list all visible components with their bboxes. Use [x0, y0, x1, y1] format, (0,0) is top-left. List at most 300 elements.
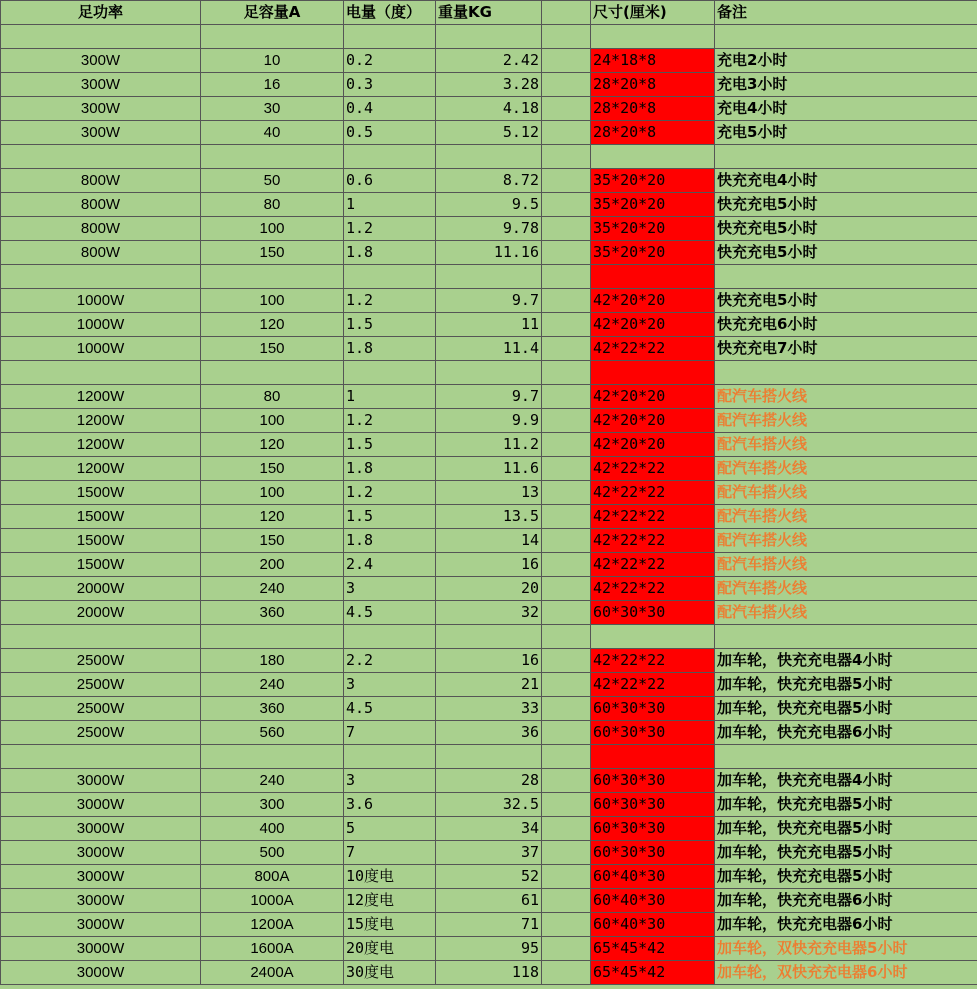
cell-note[interactable]: 加车轮，快充充电器4小时 [715, 769, 977, 793]
cell-energy[interactable]: 20度电 [344, 937, 436, 961]
cell-size[interactable]: 60*40*30 [591, 865, 715, 889]
cell-capacity[interactable]: 2400A [201, 961, 344, 985]
cell-note[interactable]: 加车轮，快充充电器5小时 [715, 817, 977, 841]
cell-power[interactable]: 800W [1, 241, 201, 265]
cell-size[interactable]: 60*40*30 [591, 913, 715, 937]
cell-weight[interactable]: 5.12 [436, 121, 542, 145]
cell-weight[interactable]: 2.42 [436, 49, 542, 73]
cell-capacity[interactable]: 80 [201, 385, 344, 409]
table-row [1, 169, 977, 193]
cell-weight[interactable]: 95 [436, 937, 542, 961]
cell-capacity[interactable]: 150 [201, 529, 344, 553]
cell-size[interactable] [591, 25, 715, 49]
cell-power[interactable]: 1500W [1, 529, 201, 553]
cell-blank[interactable] [542, 889, 591, 913]
cell-energy[interactable]: 1.5 [344, 505, 436, 529]
header-size[interactable]: 尺寸(厘米) [591, 1, 715, 25]
cell-size[interactable]: 42*22*22 [591, 553, 715, 577]
cell-power[interactable]: 1500W [1, 505, 201, 529]
cell-note[interactable] [715, 265, 977, 289]
cell-capacity[interactable]: 500 [201, 841, 344, 865]
cell-note[interactable]: 快充充电7小时 [715, 337, 977, 361]
cell-size[interactable]: 42*22*22 [591, 673, 715, 697]
cell-weight[interactable] [436, 145, 542, 169]
cell-blank[interactable] [542, 697, 591, 721]
cell-weight[interactable]: 28 [436, 769, 542, 793]
cell-energy[interactable]: 1.8 [344, 337, 436, 361]
cell-energy[interactable]: 0.6 [344, 169, 436, 193]
table-row [1, 937, 977, 961]
cell-energy[interactable]: 0.4 [344, 97, 436, 121]
cell-weight[interactable]: 13.5 [436, 505, 542, 529]
cell-energy[interactable]: 1.5 [344, 433, 436, 457]
cell-capacity[interactable]: 180 [201, 649, 344, 673]
cell-capacity[interactable]: 1600A [201, 937, 344, 961]
cell-size[interactable]: 42*20*20 [591, 409, 715, 433]
cell-power[interactable]: 300W [1, 49, 201, 73]
cell-size[interactable]: 42*20*20 [591, 289, 715, 313]
cell-energy[interactable] [344, 25, 436, 49]
cell-capacity[interactable]: 240 [201, 769, 344, 793]
cell-power[interactable]: 800W [1, 193, 201, 217]
cell-blank[interactable] [542, 73, 591, 97]
header-power[interactable]: 足功率 [1, 1, 201, 25]
table-row [1, 649, 977, 673]
cell-capacity[interactable]: 100 [201, 289, 344, 313]
cell-power[interactable]: 3000W [1, 769, 201, 793]
cell-note[interactable]: 加车轮，快充充电器5小时 [715, 865, 977, 889]
cell-capacity[interactable] [201, 145, 344, 169]
cell-note[interactable]: 加车轮，快充充电器4小时 [715, 649, 977, 673]
cell-power[interactable]: 1000W [1, 289, 201, 313]
table-row [1, 697, 977, 721]
cell-energy[interactable]: 1.8 [344, 457, 436, 481]
cell-capacity[interactable]: 100 [201, 409, 344, 433]
cell-energy[interactable] [344, 745, 436, 769]
cell-blank[interactable] [542, 337, 591, 361]
cell-size[interactable]: 42*22*22 [591, 337, 715, 361]
cell-weight[interactable]: 33 [436, 697, 542, 721]
cell-size[interactable]: 42*22*22 [591, 481, 715, 505]
cell-power[interactable]: 3000W [1, 889, 201, 913]
cell-blank[interactable] [542, 937, 591, 961]
header-capacity[interactable]: 足容量A [201, 1, 344, 25]
cell-blank[interactable] [542, 817, 591, 841]
cell-capacity[interactable]: 300 [201, 793, 344, 817]
cell-size[interactable] [591, 745, 715, 769]
cell-note[interactable] [715, 25, 977, 49]
cell-power[interactable] [1, 145, 201, 169]
cell-weight[interactable]: 20 [436, 577, 542, 601]
cell-power[interactable]: 300W [1, 73, 201, 97]
cell-note[interactable]: 加车轮，快充充电器6小时 [715, 889, 977, 913]
cell-size[interactable]: 42*22*22 [591, 505, 715, 529]
cell-weight[interactable]: 13 [436, 481, 542, 505]
cell-energy[interactable]: 12度电 [344, 889, 436, 913]
cell-power[interactable]: 2500W [1, 649, 201, 673]
cell-note[interactable]: 配汽车搭火线 [715, 553, 977, 577]
cell-power[interactable]: 2500W [1, 721, 201, 745]
cell-note[interactable]: 配汽车搭火线 [715, 601, 977, 625]
cell-capacity[interactable] [201, 265, 344, 289]
cell-energy[interactable] [344, 145, 436, 169]
separator-row [1, 745, 977, 769]
cell-weight[interactable]: 9.7 [436, 385, 542, 409]
cell-energy[interactable]: 4.5 [344, 697, 436, 721]
cell-power[interactable]: 2500W [1, 697, 201, 721]
cell-blank[interactable] [542, 289, 591, 313]
cell-power[interactable]: 2000W [1, 601, 201, 625]
cell-capacity[interactable]: 10 [201, 49, 344, 73]
cell-blank[interactable] [542, 721, 591, 745]
cell-size[interactable]: 60*30*30 [591, 601, 715, 625]
cell-capacity[interactable]: 100 [201, 481, 344, 505]
cell-size[interactable]: 42*22*22 [591, 457, 715, 481]
cell-capacity[interactable]: 240 [201, 673, 344, 697]
cell-power[interactable]: 1000W [1, 313, 201, 337]
cell-note[interactable]: 配汽车搭火线 [715, 577, 977, 601]
separator-row [1, 625, 977, 649]
cell-weight[interactable]: 3.28 [436, 73, 542, 97]
cell-weight[interactable]: 11.6 [436, 457, 542, 481]
cell-power[interactable]: 1200W [1, 409, 201, 433]
cell-blank[interactable] [542, 265, 591, 289]
cell-weight[interactable]: 9.7 [436, 289, 542, 313]
cell-blank[interactable] [542, 217, 591, 241]
cell-weight[interactable] [436, 25, 542, 49]
cell-blank[interactable] [542, 529, 591, 553]
cell-size[interactable]: 42*20*20 [591, 433, 715, 457]
cell-note[interactable]: 快充充电5小时 [715, 241, 977, 265]
cell-note[interactable]: 配汽车搭火线 [715, 409, 977, 433]
cell-blank[interactable] [542, 121, 591, 145]
cell-energy[interactable]: 1.8 [344, 241, 436, 265]
cell-energy[interactable]: 3 [344, 769, 436, 793]
cell-weight[interactable] [436, 745, 542, 769]
cell-blank[interactable] [542, 553, 591, 577]
cell-blank[interactable] [542, 601, 591, 625]
cell-capacity[interactable]: 1000A [201, 889, 344, 913]
cell-weight[interactable] [436, 625, 542, 649]
cell-weight[interactable]: 71 [436, 913, 542, 937]
cell-weight[interactable]: 16 [436, 649, 542, 673]
cell-power[interactable]: 1200W [1, 433, 201, 457]
cell-weight[interactable]: 52 [436, 865, 542, 889]
cell-capacity[interactable]: 120 [201, 505, 344, 529]
cell-energy[interactable]: 7 [344, 841, 436, 865]
cell-blank[interactable] [542, 193, 591, 217]
cell-blank[interactable] [542, 409, 591, 433]
header-note[interactable]: 备注 [715, 1, 977, 25]
cell-size[interactable]: 60*30*30 [591, 841, 715, 865]
cell-note[interactable]: 加车轮，快充充电器5小时 [715, 841, 977, 865]
cell-power[interactable]: 2500W [1, 673, 201, 697]
cell-capacity[interactable]: 360 [201, 697, 344, 721]
cell-power[interactable]: 3000W [1, 865, 201, 889]
cell-blank[interactable] [542, 25, 591, 49]
cell-blank[interactable] [542, 649, 591, 673]
cell-weight[interactable]: 14 [436, 529, 542, 553]
cell-note[interactable]: 快充充电5小时 [715, 217, 977, 241]
cell-capacity[interactable]: 150 [201, 241, 344, 265]
cell-capacity[interactable]: 360 [201, 601, 344, 625]
cell-blank[interactable] [542, 457, 591, 481]
header-blank[interactable] [542, 1, 591, 25]
cell-blank[interactable] [542, 169, 591, 193]
table-row [1, 409, 977, 433]
cell-capacity[interactable] [201, 745, 344, 769]
cell-weight[interactable]: 9.5 [436, 193, 542, 217]
separator-row [1, 145, 977, 169]
cell-energy[interactable]: 0.2 [344, 49, 436, 73]
cell-weight[interactable]: 32.5 [436, 793, 542, 817]
cell-note[interactable] [715, 745, 977, 769]
cell-size[interactable]: 65*45*42 [591, 937, 715, 961]
cell-energy[interactable]: 15度电 [344, 913, 436, 937]
cell-note[interactable]: 充电3小时 [715, 73, 977, 97]
cell-capacity[interactable]: 150 [201, 457, 344, 481]
cell-size[interactable]: 28*20*8 [591, 121, 715, 145]
cell-capacity[interactable]: 560 [201, 721, 344, 745]
cell-energy[interactable]: 3 [344, 673, 436, 697]
cell-power[interactable]: 1500W [1, 481, 201, 505]
cell-energy[interactable]: 5 [344, 817, 436, 841]
cell-weight[interactable] [436, 265, 542, 289]
cell-power[interactable]: 300W [1, 121, 201, 145]
cell-power[interactable]: 1000W [1, 337, 201, 361]
cell-capacity[interactable]: 50 [201, 169, 344, 193]
cell-size[interactable]: 35*20*20 [591, 193, 715, 217]
cell-weight[interactable]: 11.2 [436, 433, 542, 457]
cell-capacity[interactable]: 240 [201, 577, 344, 601]
cell-size[interactable]: 35*20*20 [591, 241, 715, 265]
cell-weight[interactable]: 34 [436, 817, 542, 841]
cell-weight[interactable]: 11.4 [436, 337, 542, 361]
cell-size[interactable]: 24*18*8 [591, 49, 715, 73]
cell-note[interactable]: 加车轮，快充充电器6小时 [715, 721, 977, 745]
cell-note[interactable] [715, 361, 977, 385]
cell-weight[interactable] [436, 361, 542, 385]
cell-power[interactable] [1, 265, 201, 289]
cell-size[interactable]: 28*20*8 [591, 73, 715, 97]
cell-blank[interactable] [542, 385, 591, 409]
table-row [1, 529, 977, 553]
cell-note[interactable]: 充电2小时 [715, 49, 977, 73]
cell-capacity[interactable]: 40 [201, 121, 344, 145]
cell-size[interactable] [591, 145, 715, 169]
cell-energy[interactable]: 7 [344, 721, 436, 745]
cell-power[interactable]: 3000W [1, 913, 201, 937]
cell-size[interactable]: 60*40*30 [591, 889, 715, 913]
cell-power[interactable]: 800W [1, 217, 201, 241]
cell-blank[interactable] [542, 97, 591, 121]
cell-blank[interactable] [542, 145, 591, 169]
cell-weight[interactable]: 36 [436, 721, 542, 745]
cell-energy[interactable]: 1 [344, 193, 436, 217]
cell-energy[interactable]: 1.8 [344, 529, 436, 553]
cell-energy[interactable]: 1.5 [344, 313, 436, 337]
cell-energy[interactable]: 3 [344, 577, 436, 601]
cell-note[interactable]: 配汽车搭火线 [715, 385, 977, 409]
cell-blank[interactable] [542, 865, 591, 889]
cell-capacity[interactable]: 120 [201, 433, 344, 457]
cell-energy[interactable]: 1.2 [344, 481, 436, 505]
cell-power[interactable]: 1200W [1, 385, 201, 409]
cell-power[interactable]: 3000W [1, 961, 201, 985]
cell-capacity[interactable]: 1200A [201, 913, 344, 937]
cell-note[interactable]: 配汽车搭火线 [715, 529, 977, 553]
cell-capacity[interactable]: 400 [201, 817, 344, 841]
cell-power[interactable]: 3000W [1, 841, 201, 865]
cell-weight[interactable]: 61 [436, 889, 542, 913]
cell-note[interactable]: 加车轮，双快充充电器6小时 [715, 961, 977, 985]
cell-capacity[interactable]: 200 [201, 553, 344, 577]
cell-blank[interactable] [542, 961, 591, 985]
header-energy[interactable]: 电量（度） [344, 1, 436, 25]
cell-size[interactable]: 42*20*20 [591, 385, 715, 409]
cell-energy[interactable]: 1.2 [344, 217, 436, 241]
cell-capacity[interactable]: 120 [201, 313, 344, 337]
cell-energy[interactable]: 4.5 [344, 601, 436, 625]
cell-note[interactable]: 充电4小时 [715, 97, 977, 121]
cell-power[interactable] [1, 745, 201, 769]
cell-blank[interactable] [542, 505, 591, 529]
cell-note[interactable]: 充电5小时 [715, 121, 977, 145]
table-row [1, 481, 977, 505]
cell-weight[interactable]: 21 [436, 673, 542, 697]
cell-size[interactable]: 42*22*22 [591, 649, 715, 673]
cell-capacity[interactable]: 80 [201, 193, 344, 217]
cell-note[interactable]: 快充充电6小时 [715, 313, 977, 337]
cell-power[interactable]: 1500W [1, 553, 201, 577]
cell-note[interactable]: 加车轮，快充充电器6小时 [715, 913, 977, 937]
cell-weight[interactable]: 118 [436, 961, 542, 985]
cell-size[interactable]: 42*22*22 [591, 529, 715, 553]
cell-energy[interactable]: 1.2 [344, 289, 436, 313]
table-row [1, 841, 977, 865]
cell-size[interactable]: 60*30*30 [591, 721, 715, 745]
cell-blank[interactable] [542, 361, 591, 385]
cell-blank[interactable] [542, 481, 591, 505]
cell-power[interactable]: 3000W [1, 817, 201, 841]
cell-size[interactable]: 65*45*42 [591, 961, 715, 985]
cell-power[interactable]: 2000W [1, 577, 201, 601]
cell-capacity[interactable]: 30 [201, 97, 344, 121]
cell-energy[interactable]: 30度电 [344, 961, 436, 985]
cell-blank[interactable] [542, 313, 591, 337]
cell-power[interactable]: 300W [1, 97, 201, 121]
cell-capacity[interactable] [201, 361, 344, 385]
cell-size[interactable]: 60*30*30 [591, 697, 715, 721]
cell-size[interactable]: 60*30*30 [591, 793, 715, 817]
table-row [1, 241, 977, 265]
cell-blank[interactable] [542, 673, 591, 697]
cell-capacity[interactable]: 100 [201, 217, 344, 241]
cell-power[interactable]: 3000W [1, 793, 201, 817]
cell-energy[interactable] [344, 625, 436, 649]
cell-note[interactable]: 配汽车搭火线 [715, 433, 977, 457]
cell-blank[interactable] [542, 49, 591, 73]
cell-energy[interactable]: 2.4 [344, 553, 436, 577]
cell-size[interactable] [591, 625, 715, 649]
cell-blank[interactable] [542, 793, 591, 817]
cell-note[interactable]: 配汽车搭火线 [715, 481, 977, 505]
cell-size[interactable] [591, 265, 715, 289]
cell-note[interactable]: 加车轮，快充充电器5小时 [715, 673, 977, 697]
cell-energy[interactable] [344, 361, 436, 385]
cell-capacity[interactable]: 16 [201, 73, 344, 97]
cell-size[interactable]: 42*22*22 [591, 577, 715, 601]
cell-size[interactable]: 35*20*20 [591, 217, 715, 241]
cell-note[interactable]: 配汽车搭火线 [715, 505, 977, 529]
cell-weight[interactable]: 9.9 [436, 409, 542, 433]
cell-note[interactable]: 配汽车搭火线 [715, 457, 977, 481]
cell-power[interactable]: 800W [1, 169, 201, 193]
cell-capacity[interactable] [201, 25, 344, 49]
cell-energy[interactable]: 2.2 [344, 649, 436, 673]
cell-size[interactable]: 35*20*20 [591, 169, 715, 193]
table-row [1, 433, 977, 457]
cell-note[interactable] [715, 625, 977, 649]
cell-blank[interactable] [542, 241, 591, 265]
cell-blank[interactable] [542, 913, 591, 937]
cell-energy[interactable]: 0.3 [344, 73, 436, 97]
cell-power[interactable] [1, 25, 201, 49]
cell-weight[interactable]: 11 [436, 313, 542, 337]
cell-weight[interactable]: 16 [436, 553, 542, 577]
cell-energy[interactable]: 1.2 [344, 409, 436, 433]
cell-weight[interactable]: 11.16 [436, 241, 542, 265]
cell-note[interactable]: 加车轮，快充充电器5小时 [715, 793, 977, 817]
header-weight[interactable]: 重量KG [436, 1, 542, 25]
cell-power[interactable] [1, 625, 201, 649]
cell-capacity[interactable]: 800A [201, 865, 344, 889]
cell-energy[interactable]: 1 [344, 385, 436, 409]
cell-size[interactable]: 42*20*20 [591, 313, 715, 337]
cell-energy[interactable]: 0.5 [344, 121, 436, 145]
cell-weight[interactable]: 32 [436, 601, 542, 625]
cell-size[interactable]: 28*20*8 [591, 97, 715, 121]
cell-capacity[interactable]: 150 [201, 337, 344, 361]
cell-energy[interactable]: 3.6 [344, 793, 436, 817]
cell-blank[interactable] [542, 841, 591, 865]
cell-power[interactable]: 3000W [1, 937, 201, 961]
cell-blank[interactable] [542, 625, 591, 649]
cell-size[interactable]: 60*30*30 [591, 769, 715, 793]
cell-weight[interactable]: 4.18 [436, 97, 542, 121]
cell-note[interactable]: 快充充电4小时 [715, 169, 977, 193]
cell-weight[interactable]: 8.72 [436, 169, 542, 193]
cell-capacity[interactable] [201, 625, 344, 649]
cell-blank[interactable] [542, 745, 591, 769]
cell-size[interactable] [591, 361, 715, 385]
cell-note[interactable]: 加车轮，双快充充电器5小时 [715, 937, 977, 961]
cell-weight[interactable]: 37 [436, 841, 542, 865]
cell-note[interactable] [715, 145, 977, 169]
cell-blank[interactable] [542, 769, 591, 793]
cell-note[interactable]: 快充充电5小时 [715, 289, 977, 313]
cell-size[interactable]: 60*30*30 [591, 817, 715, 841]
cell-blank[interactable] [542, 577, 591, 601]
cell-weight[interactable]: 9.78 [436, 217, 542, 241]
cell-power[interactable]: 1200W [1, 457, 201, 481]
cell-note[interactable]: 加车轮，快充充电器5小时 [715, 697, 977, 721]
cell-energy[interactable] [344, 265, 436, 289]
cell-blank[interactable] [542, 433, 591, 457]
cell-note[interactable]: 快充充电5小时 [715, 193, 977, 217]
cell-energy[interactable]: 10度电 [344, 865, 436, 889]
cell-power[interactable] [1, 361, 201, 385]
